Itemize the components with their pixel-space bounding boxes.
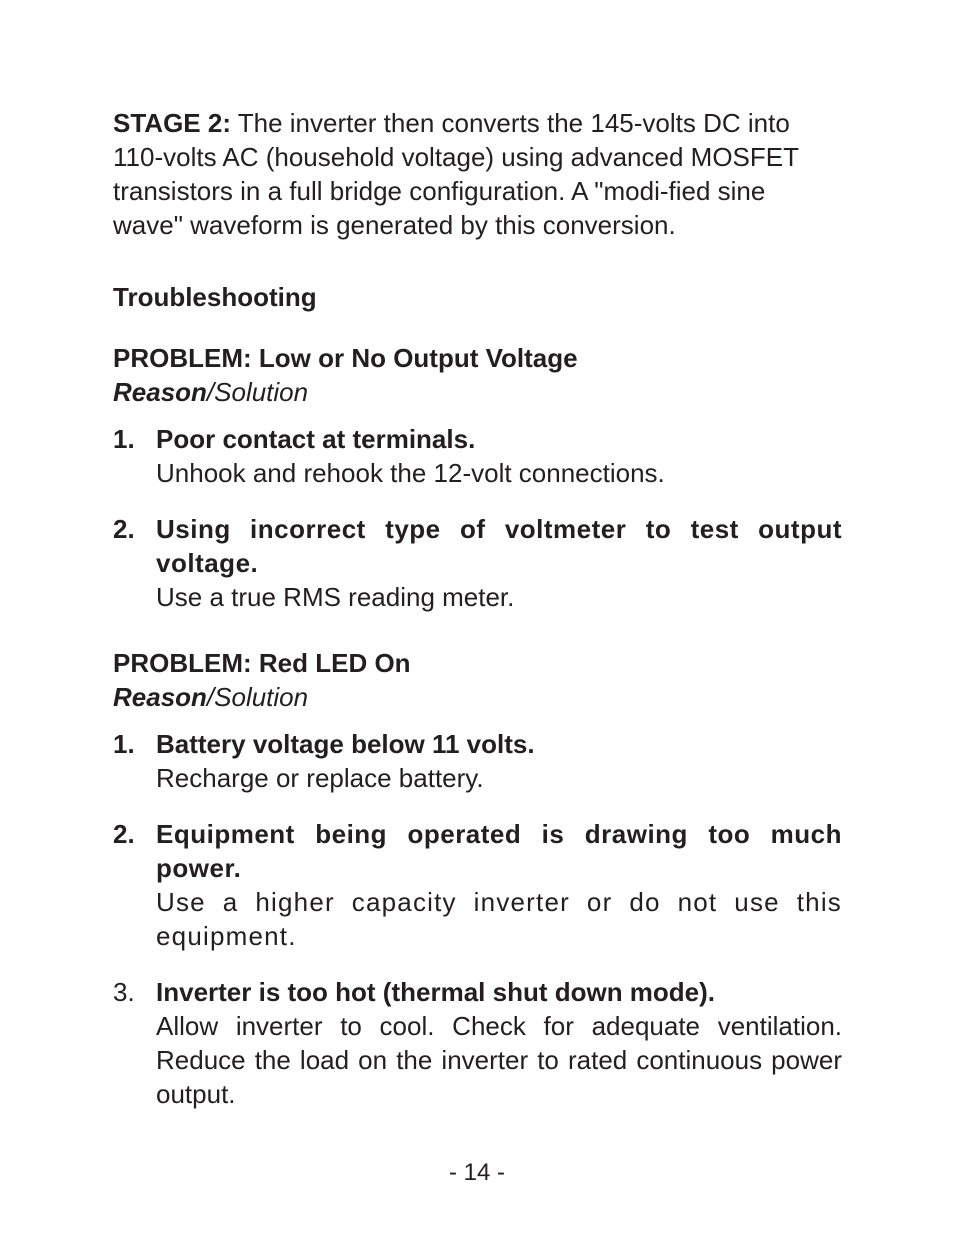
stage-2-paragraph [113, 106, 842, 242]
problem-title: PROBLEM: Low or No Output Voltage [113, 343, 578, 373]
item-cause: Poor contact at terminals. [156, 424, 476, 454]
item-number: 1. [113, 424, 135, 454]
solution-label: /Solution [206, 682, 309, 712]
list-item [113, 975, 842, 1111]
troubleshooting-heading: Troubleshooting [113, 282, 317, 312]
reason-solution-label [113, 680, 842, 714]
solution-label: /Solution [206, 377, 309, 407]
item-cause: Equipment being operated is drawing too much power. [156, 819, 842, 883]
item-number: 3. [113, 977, 135, 1007]
item-number: 1. [113, 729, 135, 759]
item-solution: Use a higher capacity inverter or do not use this equipment. [156, 887, 842, 951]
problem-section-low-output [113, 341, 842, 614]
item-cause: Battery voltage below 11 volts. [156, 729, 535, 759]
problem-section-red-led [113, 646, 842, 1111]
reason-solution-label [113, 375, 842, 409]
list-item [113, 422, 842, 490]
item-cause: Using incorrect type of voltmeter to test output voltage. [156, 514, 842, 578]
item-number: 2. [113, 819, 135, 849]
stage-2-text: The inverter then converts the 145-volts DC into 110-volts AC (household voltage) using advanced MOSFET transistors in a full bridge configuration. A "modi-fied sine wave" waveform is generated by this conversion. [113, 108, 799, 240]
item-solution: Use a true RMS reading meter. [156, 582, 515, 612]
page-number: - 14 - [448, 1159, 505, 1186]
item-cause: Inverter is too hot (thermal shut down mode). [156, 977, 716, 1007]
reason-label: Reason [113, 377, 207, 407]
problem-title: PROBLEM: Red LED On [113, 648, 411, 678]
list-item [113, 817, 842, 953]
list-item [113, 727, 842, 795]
item-number: 2. [113, 514, 135, 544]
item-solution: Allow inverter to cool. Check for adequate ventilation. Reduce the load on the inverter to rated continuous power output. [156, 1011, 842, 1109]
stage-2-label: STAGE 2: [113, 108, 231, 138]
item-solution: Unhook and rehook the 12-volt connections. [156, 458, 665, 488]
item-solution: Recharge or replace battery. [156, 763, 484, 793]
document-page [113, 106, 842, 1133]
reason-label: Reason [113, 682, 207, 712]
list-item [113, 512, 842, 614]
